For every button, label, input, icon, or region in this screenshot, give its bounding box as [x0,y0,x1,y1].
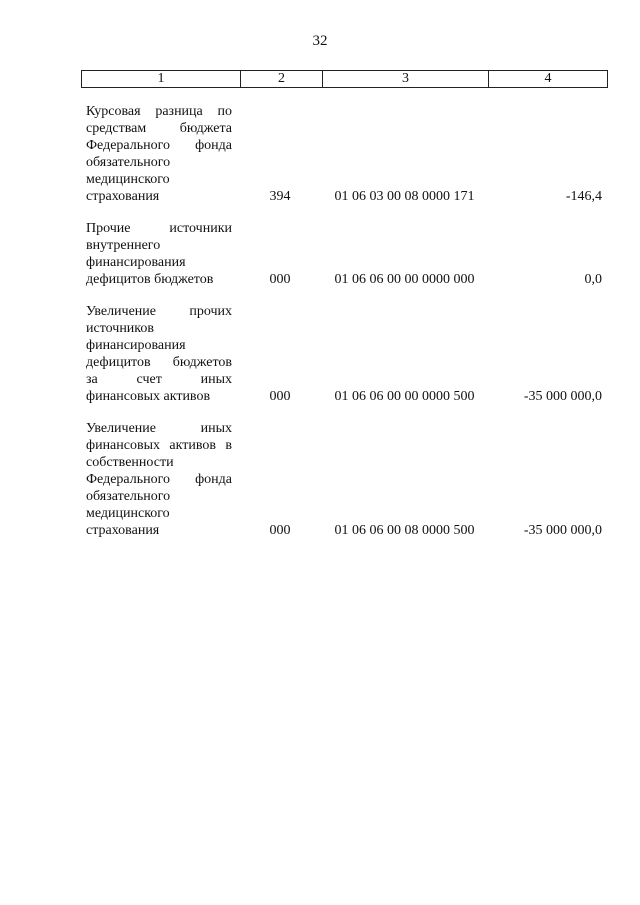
row-amount: -146,4 [565,189,602,204]
row-code: 000 [269,389,291,404]
column-header-4: 4 [544,71,552,86]
row-kbk: 01 06 03 00 08 0000 171 [334,189,475,204]
description-line: дефицитов бюджетов [86,355,232,370]
table-row [0,220,640,290]
description-line: дефицитов бюджетов [86,272,214,287]
description-line: финансовых активов в [86,438,232,453]
row-code: 000 [269,523,291,538]
description-line: обязательного [86,155,171,170]
row-description [86,420,232,539]
row-amount: -35 000 000,0 [523,389,602,404]
description-line: медицинского [86,172,170,187]
row-description [86,303,232,405]
description-line: собственности [86,455,174,470]
row-kbk: 01 06 06 00 00 0000 000 [334,272,475,287]
column-header-1: 1 [82,71,241,87]
row-kbk: 01 06 06 00 08 0000 500 [334,523,475,538]
description-line: Федерального фонда [86,472,232,487]
description-line: средствам бюджета [86,121,232,136]
description-line: страхования [86,189,160,204]
description-line: Курсовая разница по [86,104,232,119]
description-line: источников [86,321,155,336]
row-amount: 0,0 [584,272,602,287]
description-line: финансирования [86,255,186,270]
table-row [0,303,640,408]
description-line: Прочие источники [86,221,232,236]
description-line: Увеличение иных [86,421,232,436]
row-description [86,220,232,288]
description-line: медицинского [86,506,170,521]
column-header-2: 2 [241,71,323,87]
description-line: Федерального фонда [86,138,232,153]
table-row [0,420,640,542]
description-line: финансирования [86,338,186,353]
description-line: обязательного [86,489,171,504]
row-code: 000 [269,272,291,287]
description-line: страхования [86,523,160,538]
page-number: 32 [312,33,328,49]
row-amount: -35 000 000,0 [523,523,602,538]
row-kbk: 01 06 06 00 00 0000 500 [334,389,475,404]
description-line: финансовых активов [86,389,211,404]
description-line: внутреннего [86,238,161,253]
description-line: Увеличение прочих [86,304,232,319]
column-header-3: 3 [323,71,489,87]
description-line: за счет иных [86,372,232,387]
table-row [0,103,640,208]
row-description [86,103,232,205]
table-header [81,70,608,88]
row-code: 394 [269,189,291,204]
